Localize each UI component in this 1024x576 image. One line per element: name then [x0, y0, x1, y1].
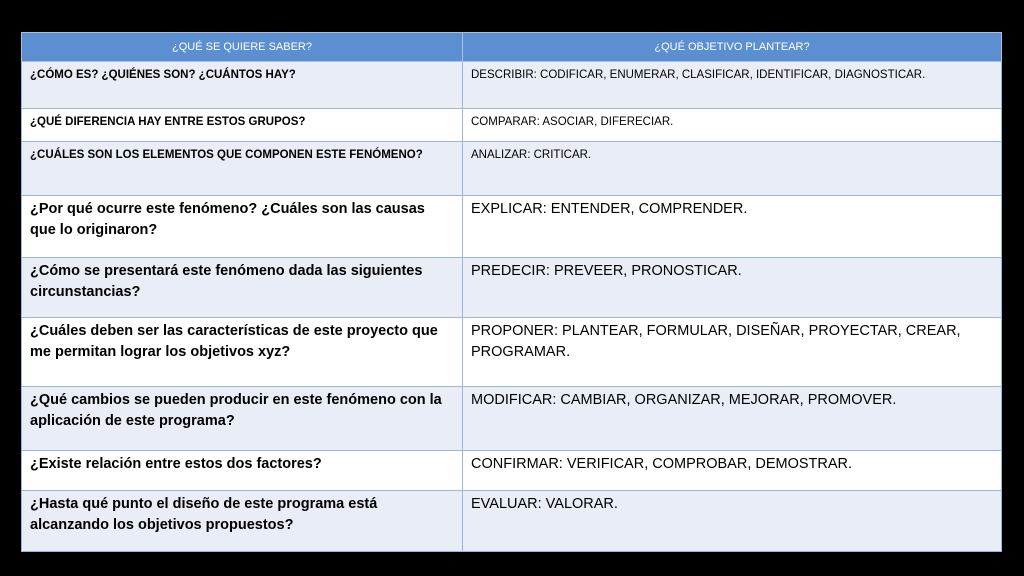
table-row — [22, 196, 1002, 258]
table-row — [22, 387, 1002, 451]
header-objective: ¿QUÉ OBJETIVO PLANTEAR? — [463, 33, 1002, 62]
question-cell: ¿Cómo se presentará este fenómeno dada las siguientes circunstancias? — [22, 258, 463, 318]
question-cell: ¿Hasta qué punto el diseño de este programa está alcanzando los objetivos propuestos? — [22, 491, 463, 552]
table-row — [22, 491, 1002, 552]
objective-cell: MODIFICAR: CAMBIAR, ORGANIZAR, MEJORAR, PROMOVER. — [463, 387, 1002, 451]
table-row — [22, 318, 1002, 387]
objective-cell: COMPARAR: ASOCIAR, DIFERECIAR. — [463, 109, 1002, 142]
question-cell: ¿CÓMO ES? ¿QUIÉNES SON? ¿CUÁNTOS HAY? — [22, 62, 463, 109]
table-row — [22, 109, 1002, 142]
question-cell: ¿Por qué ocurre este fenómeno? ¿Cuáles son las causas que lo originaron? — [22, 196, 463, 258]
table-row — [22, 62, 1002, 109]
objective-cell: EVALUAR: VALORAR. — [463, 491, 1002, 552]
question-cell: ¿CUÁLES SON LOS ELEMENTOS QUE COMPONEN ESTE FENÓMENO? — [22, 142, 463, 196]
question-cell: ¿Qué cambios se pueden producir en este fenómeno con la aplicación de este programa? — [22, 387, 463, 451]
table-header-row — [22, 33, 1002, 62]
objective-cell: DESCRIBIR: CODIFICAR, ENUMERAR, CLASIFICAR, IDENTIFICAR, DIAGNOSTICAR. — [463, 62, 1002, 109]
table-row — [22, 451, 1002, 491]
header-what-to-know: ¿QUÉ SE QUIERE SABER? — [22, 33, 463, 62]
objective-cell: ANALIZAR: CRITICAR. — [463, 142, 1002, 196]
table-row — [22, 258, 1002, 318]
objective-cell: PREDECIR: PREVEER, PRONOSTICAR. — [463, 258, 1002, 318]
objective-cell: EXPLICAR: ENTENDER, COMPRENDER. — [463, 196, 1002, 258]
objective-cell: CONFIRMAR: VERIFICAR, COMPROBAR, DEMOSTRAR. — [463, 451, 1002, 491]
question-cell: ¿QUÉ DIFERENCIA HAY ENTRE ESTOS GRUPOS? — [22, 109, 463, 142]
objective-cell: PROPONER: PLANTEAR, FORMULAR, DISEÑAR, PROYECTAR, CREAR, PROGRAMAR. — [463, 318, 1002, 387]
question-cell: ¿Existe relación entre estos dos factores? — [22, 451, 463, 491]
objectives-table — [21, 32, 1002, 552]
question-cell: ¿Cuáles deben ser las características de este proyecto que me permitan lograr los objetivos xyz? — [22, 318, 463, 387]
table-row — [22, 142, 1002, 196]
